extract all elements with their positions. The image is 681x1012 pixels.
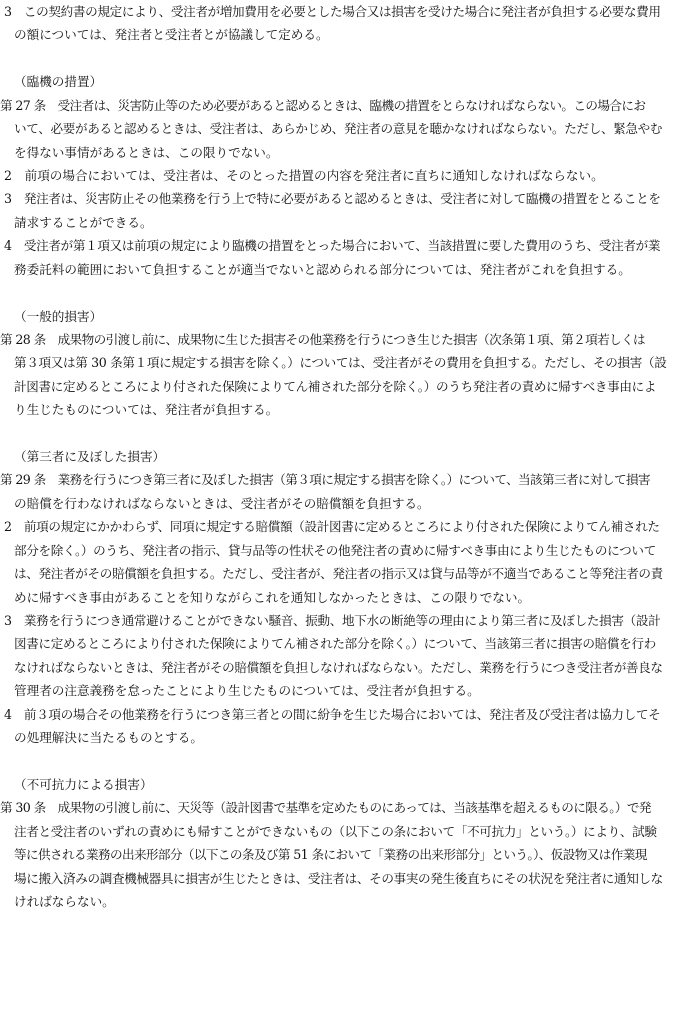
article-29-clause-4-line-2: の処理解決に当たるものとする。 bbox=[14, 730, 203, 745]
article-29-line-2: の賠償を行わなければならないときは、受注者がその賠償額を負担する。 bbox=[14, 496, 430, 511]
article-29-clause-2-line-1: 2 前項の規定にかかわらず、同項に規定する賠償額（設計図書に定めるところにより付された保険によりてん補された bbox=[4, 519, 660, 534]
article-29-clause-3-line-4: 管理者の注意義務を怠ったことにより生じたものについては、受注者が負担する。 bbox=[14, 683, 480, 698]
article-27-line-2: いて、必要があると認めるときは、受注者は、あらかじめ、発注者の意見を聴かなければならない。ただし、緊急やむ bbox=[14, 121, 663, 136]
article-27-clause-3-line-2: 請求することができる。 bbox=[14, 215, 153, 230]
article-26-clause-3-line-1: 3 この契約書の規定により、受注者が増加費用を必要とした場合又は損害を受けた場合に発注者が負担する必要な費用 bbox=[4, 4, 661, 19]
article-27-clause-3-line-1: 3 発注者は、災害防止その他業務を行う上で特に必要があると認めるときは、受注者に対して臨機の措置をとることを bbox=[4, 191, 661, 206]
article-29-clause-2-line-3: は、発注者がその賠償額を負担する。ただし、受注者が、発注者の指示又は貸与品等が不適当であること等発注者の責 bbox=[14, 566, 663, 581]
heading-third-party-damage: （第三者に及ぼした損害） bbox=[14, 449, 166, 464]
article-27-line-3: を得ない事情があるときは、この限りでない。 bbox=[14, 145, 279, 160]
article-28-line-1: 第 28 条 成果物の引渡し前に、成果物に生じた損害その他業務を行うにつき生じた損害（次条第１項、第２項若しくは bbox=[0, 332, 646, 347]
article-30-line-4: 場に搬入済みの調査機械器具に損害が生じたときは、受注者は、その事実の発生後直ちにその状況を発注者に通知しな bbox=[14, 871, 663, 886]
article-29-clause-3-line-1: 3 業務を行うにつき通常避けることができない騒音、振動、地下水の断絶等の理由により第三者に及ぼした損害（設計 bbox=[4, 613, 661, 628]
article-29-line-1: 第 29 条 業務を行うにつき第三者に及ぼした損害（第３項に規定する損害を除く。）について、当該第三者に対して損害 bbox=[0, 472, 650, 487]
article-27-clause-2: 2 前項の場合においては、受注者は、そのとった措置の内容を発注者に直ちに通知しなければならない。 bbox=[4, 168, 604, 183]
heading-general-damage: （一般的損害） bbox=[14, 309, 103, 324]
article-30-line-3: 等に供される業務の出来形部分（以下この条及び第 51 条において「業務の出来形部分」という。）、仮設物又は作業現 bbox=[14, 847, 647, 862]
article-27-clause-4-line-1: 4 受注者が第１項又は前項の規定により臨機の措置をとった場合において、当該措置に要した費用のうち、受注者が業 bbox=[4, 238, 661, 253]
article-30-line-5: ければならない。 bbox=[14, 894, 115, 909]
article-29-clause-4-line-1: 4 前３項の場合その他業務を行うにつき第三者との間に紛争を生じた場合においては、発注者及び受注者は協力してそ bbox=[4, 707, 661, 722]
article-27-clause-4-line-2: 務委託料の範囲において負担することが適当でないと認められる部分については、発注者がこれを負担する。 bbox=[14, 262, 631, 277]
article-29-clause-2-line-4: めに帰すべき事由があることを知りながらこれを通知しなかったときは、この限りでない。 bbox=[14, 590, 531, 605]
article-29-clause-2-line-2: 部分を除く。）のうち、発注者の指示、貸与品等の性状その他発注者の責めに帰すべき事由により生じたものについて bbox=[14, 543, 656, 558]
article-27-line-1: 第 27 条 受注者は、災害防止等のため必要があると認めるときは、臨機の措置をとらなければならない。この場合にお bbox=[0, 98, 646, 113]
article-28-line-2: 第３項又は第 30 条第１項に規定する損害を除く。）については、受注者がその費用を負担する。ただし、その損害（設 bbox=[14, 355, 667, 370]
article-26-clause-3-line-2: の額については、発注者と受注者とが協議して定める。 bbox=[14, 27, 329, 42]
article-30-line-1: 第 30 条 成果物の引渡し前に、天災等（設計図書で基準を定めたものにあっては、当該基準を超えるものに限る。）で発 bbox=[0, 800, 651, 815]
article-30-line-2: 注者と受注者のいずれの責めにも帰すことができないもの（以下この条において「不可抗力」という。）により、試験 bbox=[14, 824, 657, 839]
article-29-clause-3-line-2: 図書に定めるところにより付された保険によりてん補された部分を除く。）について、当該第三者に損害の賠償を行わ bbox=[14, 636, 656, 651]
article-28-line-4: り生じたものについては、発注者が負担する。 bbox=[14, 402, 279, 417]
article-28-line-3: 計図書に定めるところにより付された保険によりてん補された部分を除く。）のうち発注者の責めに帰すべき事由によ bbox=[14, 379, 657, 394]
heading-emergency-measures: （臨機の措置） bbox=[14, 74, 103, 89]
heading-force-majeure-damage: （不可抗力による損害） bbox=[14, 777, 153, 792]
article-29-clause-3-line-3: なければならないときは、発注者がその賠償額を負担しなければならない。ただし、業務を行うにつき受注者が善良な bbox=[14, 660, 663, 675]
